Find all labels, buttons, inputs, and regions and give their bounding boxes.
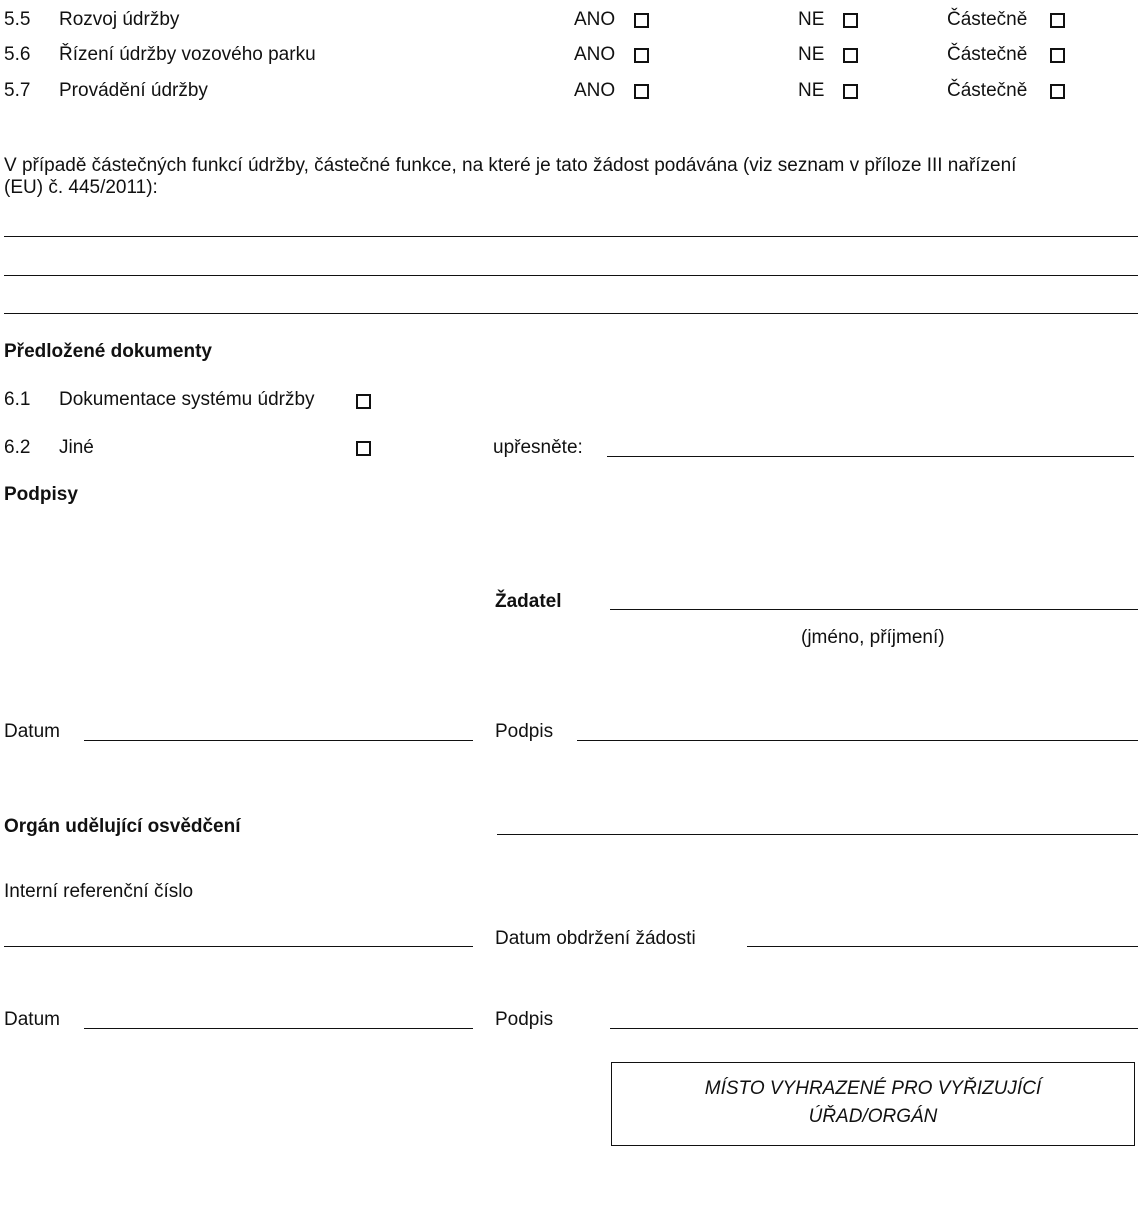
no-checkbox[interactable] bbox=[843, 84, 858, 99]
no-label: NE bbox=[798, 80, 825, 101]
partial-checkbox[interactable] bbox=[1050, 13, 1065, 28]
doc-item-number: 6.1 bbox=[4, 389, 31, 410]
date-input-line[interactable] bbox=[84, 740, 473, 741]
partial-note-line-2: (EU) č. 445/2011): bbox=[4, 177, 158, 198]
doc-item-label: Jiné bbox=[59, 437, 94, 458]
yes-label: ANO bbox=[574, 44, 616, 65]
partial-note-line-1: V případě částečných funkcí údržby, částečné funkce, na které je tato žádost podávána (viz seznam v příloze III nařízení bbox=[4, 155, 1017, 176]
yes-checkbox[interactable] bbox=[634, 84, 649, 99]
reserved-office-box bbox=[611, 1062, 1135, 1146]
yes-label: ANO bbox=[574, 80, 616, 101]
partial-label: Částečně bbox=[947, 80, 1028, 101]
row-number: 5.6 bbox=[4, 44, 31, 65]
authority-signature-input-line[interactable] bbox=[610, 1028, 1138, 1029]
received-date-label: Datum obdržení žádosti bbox=[495, 928, 696, 949]
stamp-line-2: ÚŘAD/ORGÁN bbox=[808, 1106, 938, 1127]
received-date-input-line[interactable] bbox=[747, 946, 1138, 947]
partial-checkbox[interactable] bbox=[1050, 48, 1065, 63]
partial-functions-input-line-3[interactable] bbox=[4, 313, 1138, 314]
specify-label: upřesněte: bbox=[493, 437, 583, 458]
no-checkbox[interactable] bbox=[843, 48, 858, 63]
partial-functions-note bbox=[4, 155, 1138, 199]
doc-item-label: Dokumentace systému údržby bbox=[59, 389, 315, 410]
signature-label: Podpis bbox=[495, 721, 554, 742]
signatures-heading: Podpisy bbox=[4, 484, 78, 505]
row-label: Řízení údržby vozového parku bbox=[59, 44, 316, 65]
row-label: Rozvoj údržby bbox=[59, 9, 180, 30]
yes-checkbox[interactable] bbox=[634, 48, 649, 63]
documents-heading: Předložené dokumenty bbox=[4, 341, 212, 362]
specify-input-line[interactable] bbox=[607, 456, 1134, 457]
authority-date-input-line[interactable] bbox=[84, 1028, 473, 1029]
no-checkbox[interactable] bbox=[843, 13, 858, 28]
applicant-label: Žadatel bbox=[495, 591, 562, 612]
partial-functions-input-line-1[interactable] bbox=[4, 236, 1138, 237]
partial-functions-input-line-2[interactable] bbox=[4, 275, 1138, 276]
row-number: 5.7 bbox=[4, 80, 31, 101]
reference-label: Interní referenční číslo bbox=[4, 881, 194, 902]
authority-signature-label: Podpis bbox=[495, 1009, 554, 1030]
authority-date-label: Datum bbox=[4, 1009, 60, 1030]
name-hint: (jméno, příjmení) bbox=[801, 627, 945, 648]
authority-heading: Orgán udělující osvědčení bbox=[4, 816, 241, 837]
partial-label: Částečně bbox=[947, 9, 1028, 30]
row-number: 5.5 bbox=[4, 9, 31, 30]
doc-item-number: 6.2 bbox=[4, 437, 31, 458]
yes-label: ANO bbox=[574, 9, 616, 30]
no-label: NE bbox=[798, 9, 825, 30]
stamp-line-1: MÍSTO VYHRAZENÉ PRO VYŘIZUJÍCÍ bbox=[704, 1078, 1042, 1099]
authority-name-line[interactable] bbox=[497, 834, 1138, 835]
no-label: NE bbox=[798, 44, 825, 65]
partial-label: Částečně bbox=[947, 44, 1028, 65]
signature-input-line[interactable] bbox=[577, 740, 1138, 741]
date-label: Datum bbox=[4, 721, 60, 742]
other-docs-checkbox[interactable] bbox=[356, 441, 371, 456]
yes-checkbox[interactable] bbox=[634, 13, 649, 28]
maintenance-docs-checkbox[interactable] bbox=[356, 394, 371, 409]
row-label: Provádění údržby bbox=[59, 80, 208, 101]
applicant-name-line[interactable] bbox=[610, 609, 1138, 610]
partial-checkbox[interactable] bbox=[1050, 84, 1065, 99]
reference-input-line[interactable] bbox=[4, 946, 473, 947]
